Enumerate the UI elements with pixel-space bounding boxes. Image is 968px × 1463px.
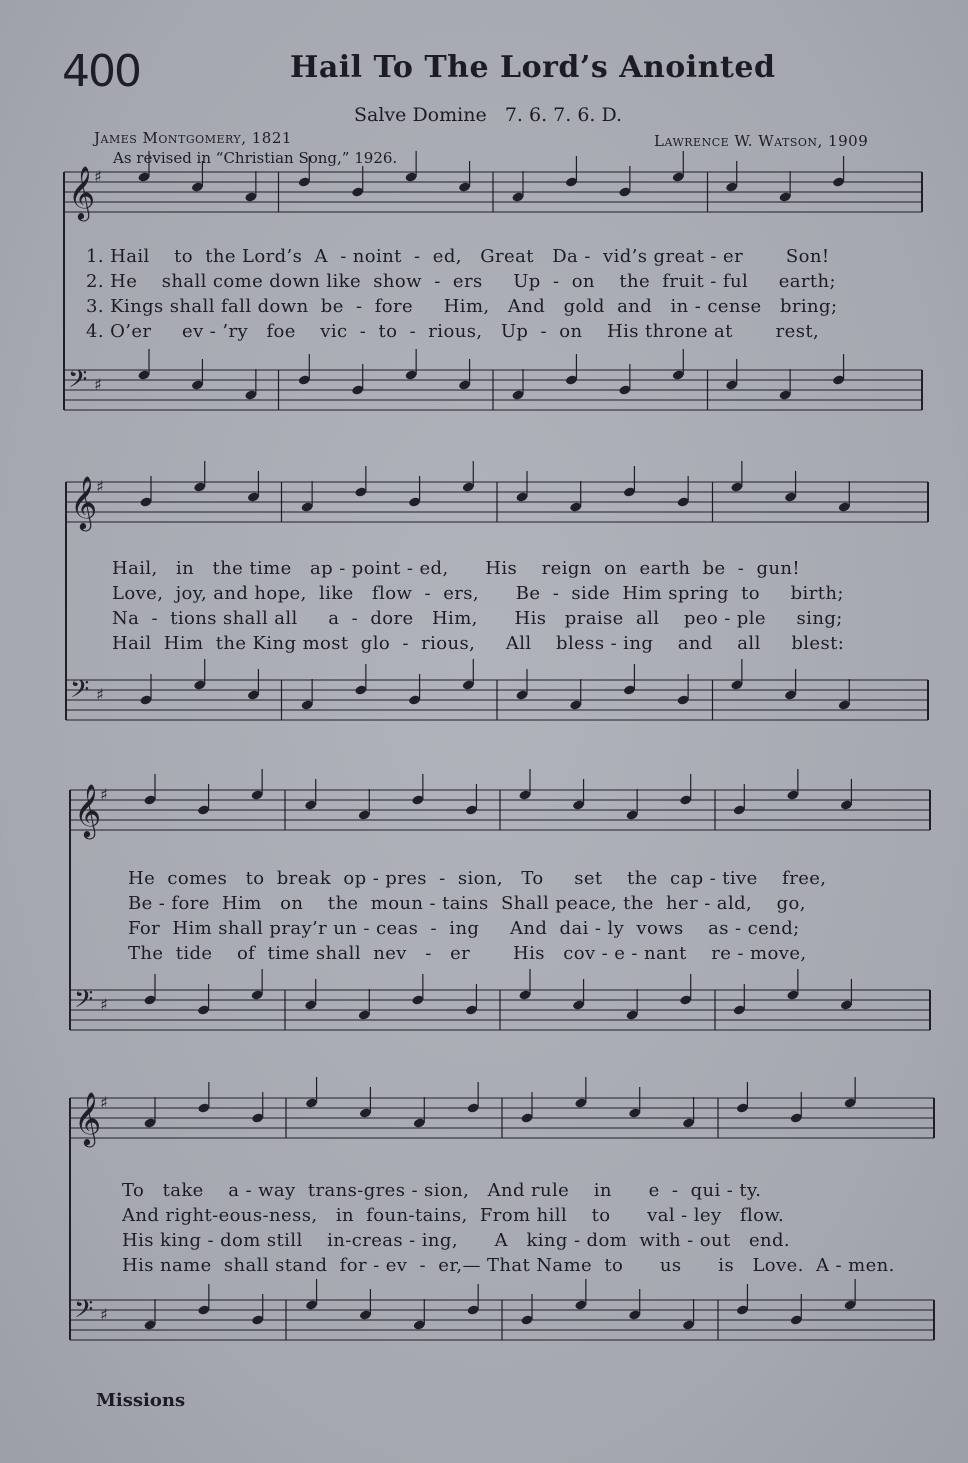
sharp-key-signature-icon: ♯: [96, 477, 104, 496]
lyric-line: Na - tions shall all a - dore Him, His praise all peo - ple sing;: [112, 608, 843, 629]
lyric-line: For Him shall pray’r un - ceas - ing And dai - ly vows as - cend;: [128, 918, 800, 939]
lyric-line: 2. He shall come down like show - ers Up - on the fruit - ful earth;: [86, 271, 837, 292]
sharp-key-signature-icon: ♯: [100, 995, 108, 1014]
author-credit: James Montgomery, 1821: [94, 129, 292, 147]
sharp-key-signature-icon: ♯: [100, 785, 108, 804]
lyric-line: Hail, in the time ap - point - ed, His reign on earth be - gun!: [112, 558, 801, 579]
sharp-key-signature-icon: ♯: [96, 685, 104, 704]
treble-clef-icon: 𝄞: [74, 1091, 102, 1145]
lyric-line: Hail Him the King most glo - rious, All bless - ing and all blest:: [112, 633, 845, 654]
lyric-line: 1. Hail to the Lord’s A - noint - ed, Great Da - vid’s great - er Son!: [86, 246, 830, 267]
treble-clef-icon: 𝄞: [68, 165, 96, 219]
treble-clef-icon: 𝄞: [70, 475, 98, 529]
lyric-line: 4. O’er ev - ’ry foe vic - to - rious, Up - on His throne at rest,: [86, 321, 820, 342]
sharp-key-signature-icon: ♯: [94, 167, 102, 186]
composer-credit: Lawrence W. Watson, 1909: [654, 132, 869, 150]
sharp-key-signature-icon: ♯: [100, 1093, 108, 1112]
revision-note: As revised in “Christian Song,” 1926.: [113, 149, 398, 167]
tune-name: Salve Domine: [354, 104, 487, 126]
lyric-line: 3. Kings shall fall down be - fore Him, And gold and in - cense bring;: [86, 296, 838, 317]
category-label: Missions: [96, 1390, 186, 1411]
bass-clef-icon: 𝄢: [74, 1295, 94, 1330]
lyric-line: His name shall stand for - ev - er,— That Name to us is Love. A - men.: [122, 1255, 895, 1276]
sharp-key-signature-icon: ♯: [94, 375, 102, 394]
sharp-key-signature-icon: ♯: [100, 1305, 108, 1324]
lyric-line: Love, joy, and hope, like flow - ers, Be - side Him spring to birth;: [112, 583, 844, 604]
treble-clef-icon: 𝄞: [74, 783, 102, 837]
lyric-line: He comes to break op - pres - sion, To set the cap - tive free,: [128, 868, 827, 889]
lyric-line: And right-eous-ness, in foun-tains, From hill to val - ley flow.: [122, 1205, 785, 1226]
hymn-title: Hail To The Lord’s Anointed: [290, 50, 776, 85]
lyric-line: His king - dom still in-creas - ing, A king - dom with - out end.: [122, 1230, 791, 1251]
meter: 7. 6. 7. 6. D.: [504, 104, 623, 126]
lyric-line: To take a - way trans-gres - sion, And rule in e - qui - ty.: [122, 1180, 762, 1201]
lyric-line: Be - fore Him on the moun - tains Shall peace, the her - ald, go,: [128, 893, 806, 914]
bass-clef-icon: 𝄢: [68, 365, 88, 400]
lyric-line: The tide of time shall nev - er His cov - e - nant re - move,: [128, 943, 807, 964]
hymn-number: 400: [62, 46, 140, 97]
bass-clef-icon: 𝄢: [74, 985, 94, 1020]
bass-clef-icon: 𝄢: [70, 675, 90, 710]
